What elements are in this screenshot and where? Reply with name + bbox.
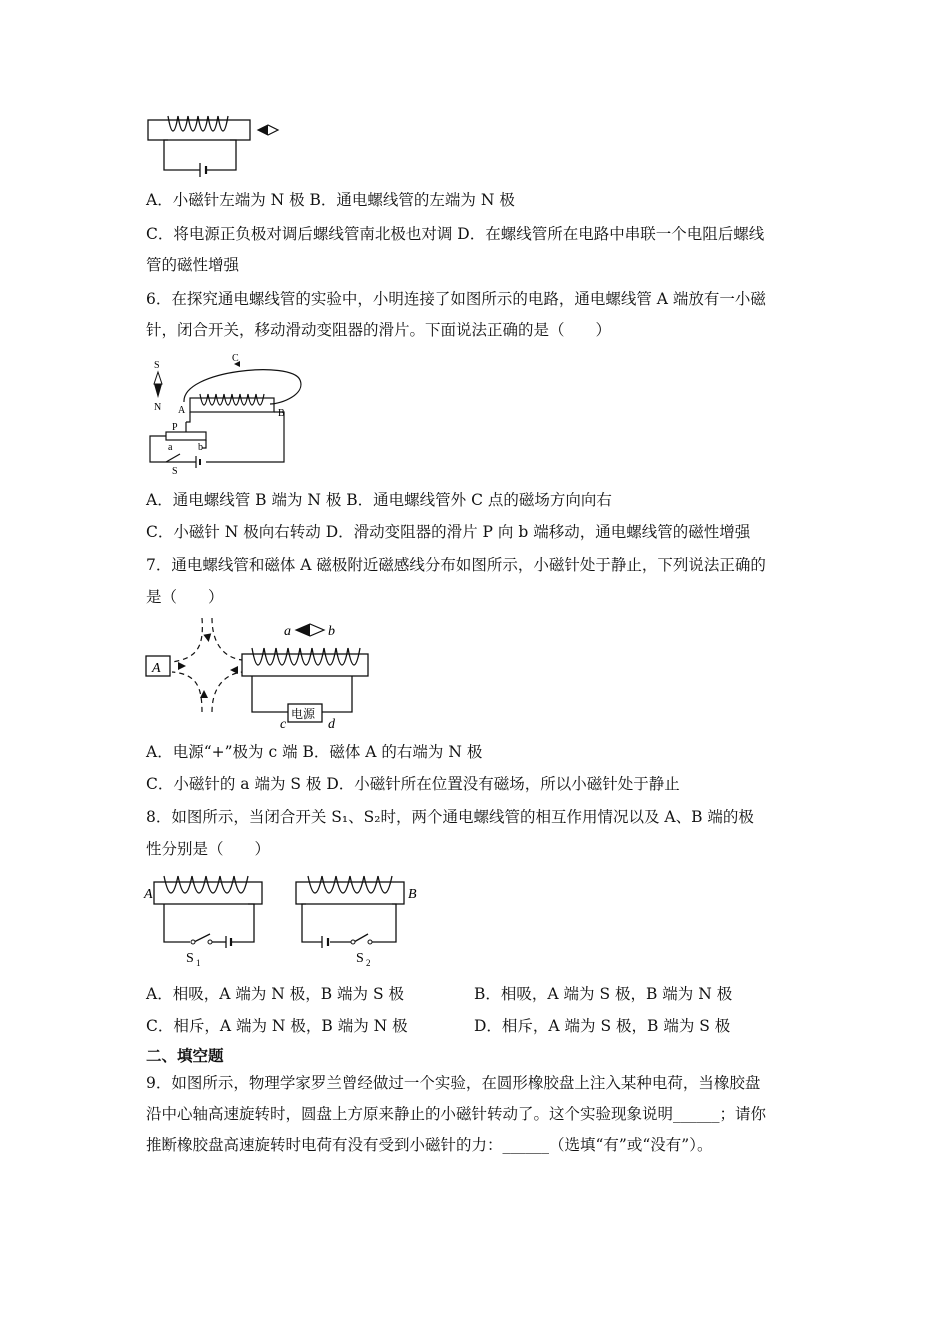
q8-label-s2: S: [356, 951, 364, 966]
compass-needle-icon: [154, 372, 162, 398]
q6-circuit-figure: [142, 350, 312, 478]
q9-line-1: 9．如图所示，物理学家罗兰曾经做过一个实验，在圆形橡胶盘上注入某种电荷，当橡胶盘: [146, 1074, 761, 1092]
q5-option-cd: C．将电源正负极对调后螺线管南北极也对调 D．在螺线管所在电路中串联一个电阻后螺线: [146, 225, 765, 243]
q8-stem-1: 8．如图所示，当闭合开关 S₁、S₂时，两个通电螺线管的相互作用情况以及 A、B 端的极: [146, 808, 754, 826]
q8-option-a: A．相吸，A 端为 N 极，B 端为 S 极: [146, 985, 405, 1003]
q6-label-n: N: [154, 402, 162, 413]
q6-label-switch: S: [172, 466, 178, 477]
q6-label-p: P: [172, 422, 178, 433]
q6-label-a-end: A: [178, 405, 186, 416]
q6-option-ab: A．通电螺线管 B 端为 N 极 B．通电螺线管外 C 点的磁场方向向右: [146, 491, 612, 509]
q6-stem-1: 6．在探究通电螺线管的实验中，小明连接了如图所示的电路，通电螺线管 A 端放有一小磁: [146, 290, 766, 308]
q6-option-cd: C．小磁针 N 极向右转动 D．滑动变阻器的滑片 P 向 b 端移动，通电螺线管的磁性增强: [146, 523, 751, 541]
q6-label-b-end: B: [278, 408, 285, 419]
q6-stem-2: 针，闭合开关，移动滑动变阻器的滑片。下面说法正确的是（ ）: [146, 321, 612, 339]
q8-label-s1: S: [186, 951, 194, 966]
compass-needle-icon: [258, 125, 278, 135]
q6-label-c: C: [232, 353, 239, 364]
q8-option-b: B．相吸，A 端为 S 极，B 端为 N 极: [474, 985, 733, 1003]
q8-option-c: C．相斥，A 端为 N 极，B 端为 N 极: [146, 1017, 408, 1035]
q5-option-ab: A．小磁针左端为 N 极 B．通电螺线管的左端为 N 极: [146, 191, 515, 209]
section-title: 二、填空题: [146, 1047, 224, 1065]
q8-label-s2-sub: 2: [366, 958, 371, 968]
compass-needle-icon: [296, 624, 324, 636]
q9-line-2: 沿中心轴高速旋转时，圆盘上方原来静止的小磁针转动了。这个实验现象说明______；请你: [146, 1105, 767, 1123]
q8-label-b: B: [408, 887, 417, 902]
q8-stem-2: 性分别是（ ）: [146, 840, 271, 858]
q6-label-s-top: S: [154, 360, 160, 371]
q6-label-b-low: b: [198, 442, 203, 453]
q7-stem-2: 是（ ）: [146, 588, 224, 606]
q7-label-a: a: [284, 624, 291, 639]
q8-option-d: D．相斥，A 端为 S 极，B 端为 S 极: [474, 1017, 731, 1035]
q8-two-solenoids-figure: [140, 866, 430, 972]
q7-label-b: b: [328, 624, 335, 639]
q7-option-cd: C．小磁针的 a 端为 S 极 D．小磁针所在位置没有磁场，所以小磁针处于静止: [146, 775, 680, 793]
q7-field-figure: [142, 616, 378, 732]
q5-option-d-cont: 管的磁性增强: [146, 256, 240, 274]
q7-label-d: d: [328, 717, 335, 732]
q7-label-magnet: A: [152, 661, 161, 676]
q8-label-s1-sub: 1: [196, 958, 201, 968]
q7-option-ab: A．电源“+”极为 c 端 B．磁体 A 的右端为 N 极: [146, 743, 483, 761]
q7-label-source: 电源: [291, 707, 316, 721]
q5-solenoid-figure: [140, 112, 300, 184]
q7-label-c: c: [280, 717, 287, 732]
q7-stem-1: 7．通电螺线管和磁体 A 磁极附近磁感线分布如图所示，小磁针处于静止，下列说法正确的: [146, 556, 766, 574]
q6-label-a-low: a: [168, 442, 173, 453]
q8-label-a: A: [144, 887, 153, 902]
q9-line-3: 推断橡胶盘高速旋转时电荷有没有受到小磁针的力：______（选填“有”或“没有”）。: [146, 1136, 713, 1154]
